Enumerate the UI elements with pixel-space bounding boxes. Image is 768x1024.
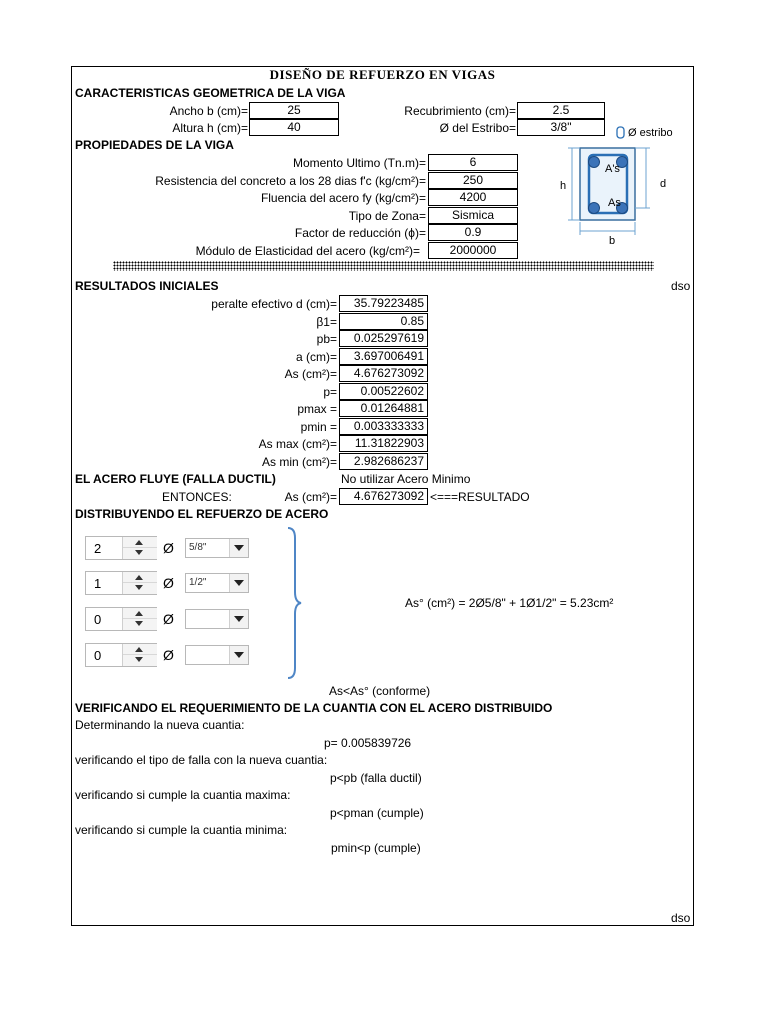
diameter-value-2: 1/2": [189, 577, 207, 588]
prop-label-fc: Resistencia del concreto a los 28 dias f'c (kg/cm²)=: [155, 174, 426, 188]
diameter-value-1: 5/8": [189, 542, 207, 553]
diameter-dropdown-2[interactable]: [185, 573, 249, 593]
final-as-label: As (cm²)=: [284, 490, 337, 504]
signature-top: dso: [671, 279, 691, 293]
acero-minimo-note: No utilizar Acero Minimo: [341, 472, 471, 486]
recubrimiento-label: Recubrimiento (cm)=: [404, 104, 516, 118]
prop-value-modulo[interactable]: 2000000: [428, 242, 518, 259]
chevron-down-icon[interactable]: [229, 646, 248, 664]
prop-label-fy: Fluencia del acero fy (kg/cm²)=: [260, 191, 426, 205]
cuantia-min-label: verificando si cumple la cuantia minima:: [75, 823, 288, 837]
bar-count-spinner-2[interactable]: [85, 571, 157, 595]
spinner-arrows-icon[interactable]: [122, 644, 157, 666]
distribution-check: As<As° (conforme): [329, 684, 431, 698]
bar-count-2[interactable]: 1: [94, 576, 102, 591]
result-label-pmin: pmin =: [300, 420, 337, 434]
entonces-label: ENTONCES:: [162, 490, 232, 504]
diagram-h-label: h: [560, 180, 567, 192]
nueva-cuantia-value: p= 0.005839726: [324, 736, 412, 750]
result-label-pb: pb=: [316, 332, 337, 346]
signature-bottom: dso: [671, 911, 691, 925]
prop-value-fy[interactable]: 4200: [428, 189, 518, 206]
result-value-asmax: 11.31822903: [339, 435, 428, 452]
cuantia-min-value: pmin<p (cumple): [331, 841, 421, 855]
result-label-p: p=: [323, 385, 337, 399]
altura-label: Altura h (cm)=: [172, 121, 248, 135]
result-value-as: 4.676273092: [339, 365, 428, 382]
prop-value-zona[interactable]: Sismica: [428, 207, 518, 224]
bottom-bar-left: [589, 203, 600, 214]
resultado-arrow: <===RESULTADO: [430, 490, 530, 504]
diagram-estribo-label: Ø estribo: [628, 127, 673, 139]
spinner-arrows-icon[interactable]: [122, 572, 157, 594]
prop-label-zona: Tipo de Zona=: [348, 209, 426, 223]
prop-value-fc[interactable]: 250: [428, 172, 518, 189]
result-value-pmax: 0.01264881: [339, 400, 428, 417]
prop-label-factor: Factor de reducción (ϕ)=: [294, 226, 426, 240]
result-label-asmin: As min (cm²)=: [262, 455, 337, 469]
bar-count-3[interactable]: 0: [94, 612, 102, 627]
result-label-asmax: As max (cm²)=: [258, 437, 337, 451]
stirrup-icon: [617, 127, 624, 138]
diagram-d-label: d: [660, 178, 667, 190]
distribution-heading: DISTRIBUYENDO EL REFUERZO DE ACERO: [75, 507, 329, 521]
top-bar-left: [589, 157, 600, 168]
phi-symbol: Ø: [163, 540, 174, 556]
results-heading: RESULTADOS INICIALES: [75, 279, 219, 293]
recubrimiento-input[interactable]: 2.5: [517, 102, 605, 119]
result-label-a: a (cm)=: [295, 350, 337, 364]
chevron-down-icon[interactable]: [229, 539, 248, 557]
distribution-total: As° (cm²) = 2Ø5/8" + 1Ø1/2" = 5.23cm²: [405, 596, 614, 610]
phi-symbol: Ø: [163, 611, 174, 627]
ancho-input[interactable]: 25: [249, 102, 339, 119]
bar-count-1[interactable]: 2: [94, 541, 102, 556]
brace-icon: [285, 526, 305, 680]
tipo-falla-value: p<pb (falla ductil): [330, 771, 422, 785]
result-value-pb: 0.025297619: [339, 330, 428, 347]
bar-count-4[interactable]: 0: [94, 648, 102, 663]
estribo-input[interactable]: 3/8": [517, 119, 605, 136]
result-label-pmax: pmax =: [297, 402, 337, 416]
result-label-as: As (cm²)=: [284, 367, 337, 381]
bar-count-spinner-3[interactable]: [85, 607, 157, 631]
final-as-value: 4.676273092: [339, 488, 428, 505]
diameter-dropdown-1[interactable]: [185, 538, 249, 558]
verification-heading: VERIFICANDO EL REQUERIMIENTO DE LA CUANTIA CON EL ACERO DISTRIBUIDO: [75, 701, 553, 715]
result-label-beta1: β1=: [316, 315, 337, 329]
cuantia-max-value: p<pman (cumple): [330, 806, 424, 820]
diameter-dropdown-4[interactable]: [185, 645, 249, 665]
altura-input[interactable]: 40: [249, 119, 339, 136]
bar-count-spinner-4[interactable]: [85, 643, 157, 667]
bar-count-spinner-1[interactable]: [85, 536, 157, 560]
diagram-top-bars-label: A's: [605, 163, 620, 175]
result-value-beta1: 0.85: [339, 313, 428, 330]
phi-symbol: Ø: [163, 575, 174, 591]
result-value-asmin: 2.982686237: [339, 453, 428, 470]
tipo-falla-label: verificando el tipo de falla con la nueva cuantia:: [75, 753, 328, 767]
prop-value-momento[interactable]: 6: [428, 154, 518, 171]
prop-label-modulo: Módulo de Elasticidad del acero (kg/cm²)=: [195, 244, 420, 258]
result-value-pmin: 0.003333333: [339, 418, 428, 435]
result-value-a: 3.697006491: [339, 348, 428, 365]
nueva-cuantia-label: Determinando la nueva cuantia:: [75, 718, 245, 732]
ancho-label: Ancho b (cm)=: [169, 104, 248, 118]
spinner-arrows-icon[interactable]: [122, 537, 157, 559]
estribo-label: Ø del Estribo=: [439, 121, 516, 135]
result-value-p: 0.00522602: [339, 383, 428, 400]
geometry-heading: CARACTERISTICAS GEOMETRICA DE LA VIGA: [75, 86, 346, 100]
diagram-b-label: b: [609, 235, 616, 247]
chevron-down-icon[interactable]: [229, 574, 248, 592]
page-title: DISEÑO DE REFUERZO EN VIGAS: [269, 67, 496, 82]
diameter-dropdown-3[interactable]: [185, 609, 249, 629]
phi-symbol: Ø: [163, 647, 174, 663]
properties-heading: PROPIEDADES DE LA VIGA: [75, 138, 234, 152]
diagram-bottom-bars-label: As: [608, 197, 621, 209]
falla-status: EL ACERO FLUYE (FALLA DUCTIL): [75, 472, 276, 486]
result-value-d: 35.79223485: [339, 295, 428, 312]
dotted-separator: [113, 261, 654, 271]
spinner-arrows-icon[interactable]: [122, 608, 157, 630]
cuantia-max-label: verificando si cumple la cuantia maxima:: [75, 788, 291, 802]
prop-value-factor[interactable]: 0.9: [428, 224, 518, 241]
chevron-down-icon[interactable]: [229, 610, 248, 628]
prop-label-momento: Momento Ultimo (Tn.m)=: [292, 156, 426, 170]
result-label-d: peralte efectivo d (cm)=: [211, 297, 337, 311]
